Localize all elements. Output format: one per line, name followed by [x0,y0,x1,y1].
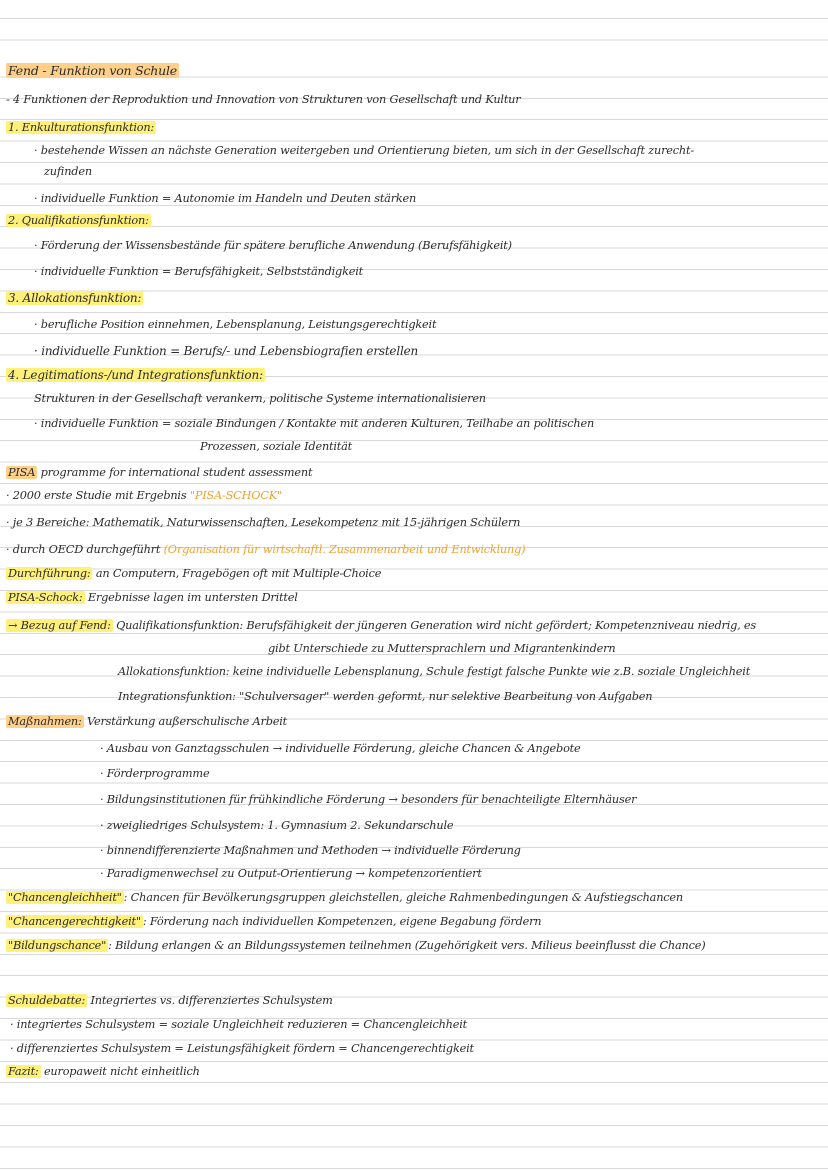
definition-chancengerechtigkeit [6,914,541,930]
heading-text: 2. Qualifikationsfunktion: [8,214,149,227]
oecd-prefix: · durch OECD durchgeführt [6,543,161,556]
definition-chancengleichheit [6,890,683,906]
schock-text: Ergebnisse lagen im untersten Drittel [87,591,298,604]
pisa-bezug-cont: gibt Unterschiede zu Muttersprachlern und Migrantenkindern [268,642,616,655]
schuldebatte-line: · integriertes Schulsystem = soziale Ungleichheit reduzieren = Chancengleichheit [10,1018,467,1031]
function-heading-enkulturation [6,120,156,136]
title-text: Fend - Funktion von Schule [8,63,178,78]
pisa-durchfuehrung-line [6,566,381,582]
function-line: · individuelle Funktion = Berufs/- und Lebensbiografien erstellen [34,344,419,358]
definition-text: : Förderung nach individuellen Kompetenzen, eigene Begabung fördern [142,915,542,928]
function-heading-legitimation [6,367,265,383]
pisa-schock-line [6,590,298,606]
function-line: · individuelle Funktion = soziale Bindungen / Kontakte mit anderen Kulturen, Teilhabe an politischen [34,417,595,430]
pisa-study-line [6,488,282,504]
massnahmen-item: · Bildungsinstitutionen für frühkindliche Förderung → besonders für benachteiligte Elternhäuser [100,793,637,806]
function-line: Strukturen in der Gesellschaft verankern, politische Systeme internationalisieren [34,392,486,405]
schuldebatte-heading [6,993,333,1009]
fazit-line [6,1064,200,1080]
pisa-bezug-allokation: Allokationsfunktion: keine individuelle Lebensplanung, Schule festigt falsche Punkte wie z.B. soziale Ungleichheit [118,665,751,678]
function-line: zufinden [44,165,92,178]
schuldebatte-line: · differenziertes Schulsystem = Leistungsfähigkeit fördern = Chancengerechtigkeit [10,1042,474,1055]
pisa-study-prefix: · 2000 erste Studie mit Ergebnis [6,489,187,502]
fazit-text: europaweit nicht einheitlich [43,1065,200,1078]
durchfuehrung-label: Durchführung: [8,567,91,580]
massnahmen-heading [6,714,287,730]
pisa-oecd-line [6,542,525,558]
pisa-bezug-integration: Integrationsfunktion: "Schulversager" werden geformt, nur selektive Bearbeitung von Aufgaben [118,690,653,703]
definition-term: "Chancengleichheit" [8,891,122,904]
function-heading-allokation [6,290,143,306]
massnahmen-item: · Paradigmenwechsel zu Output-Orientierung → kompetenzorientiert [100,867,482,880]
intro-line: - 4 Funktionen der Reproduktion und Innovation von Strukturen von Gesellschaft und Kultur [6,93,521,106]
durchfuehrung-text: an Computern, Fragebögen oft mit Multiple-Choice [95,567,382,580]
function-line: · individuelle Funktion = Berufsfähigkeit, Selbstständigkeit [34,265,363,278]
massnahmen-item: · Förderprogramme [100,767,210,780]
function-line: · bestehende Wissen an nächste Generation weitergeben und Orientierung bieten, um sich in der Gesellschaft zurecht- [34,144,694,157]
schuldebatte-label: Schuldebatte: [8,994,86,1007]
function-line: · berufliche Position einnehmen, Lebensplanung, Leistungsgerechtigkeit [34,318,437,331]
pisa-study-result: "PISA-SCHOCK" [189,489,282,502]
function-line: Prozessen, soziale Identität [200,440,352,453]
massnahmen-item: Verstärkung außerschulische Arbeit [87,715,287,728]
page-title [6,63,179,79]
definition-text: : Chancen für Bevölkerungsgruppen gleichstellen, gleiche Rahmenbedingungen & Aufstiegschancen [123,891,683,904]
oecd-note: (Organisation für wirtschaftl. Zusammenarbeit und Entwicklung) [163,543,526,556]
pisa-heading [6,465,312,481]
heading-text: 3. Allokationsfunktion: [8,291,142,305]
heading-text: 4. Legitimations-/und Integrationsfunktion: [8,368,263,382]
bezug-qualifikation: Qualifikationsfunktion: Berufsfähigkeit der jüngeren Generation wird nicht gefördert; Kompetenzniveau niedrig, es [116,619,756,632]
pisa-areas-line: · je 3 Bereiche: Mathematik, Naturwissenschaften, Lesekompetenz mit 15-jährigen Schülern [6,516,521,529]
definition-bildungschance [6,938,705,954]
function-line: · Förderung der Wissensbestände für spätere berufliche Anwendung (Berufsfähigkeit) [34,239,512,252]
bezug-label: → Bezug auf Fend: [8,619,111,632]
massnahmen-item: · Ausbau von Ganztagsschulen → individuelle Förderung, gleiche Chancen & Angebote [100,742,581,755]
function-heading-qualifikation [6,213,151,229]
schuldebatte-text: Integriertes vs. differenziertes Schulsystem [90,994,333,1007]
definition-text: : Bildung erlangen & an Bildungssystemen teilnehmen (Zugehörigkeit vers. Milieus beeinflusst die Chance) [108,939,706,952]
massnahmen-item: · zweigliedriges Schulsystem: 1. Gymnasium 2. Sekundarschule [100,819,454,832]
pisa-label: PISA [8,466,36,479]
schock-label: PISA-Schock: [8,591,83,604]
definition-term: "Chancengerechtigkeit" [8,915,141,928]
fazit-label: Fazit: [8,1065,39,1078]
massnahmen-label: Maßnahmen: [8,715,82,728]
massnahmen-item: · binnendifferenzierte Maßnahmen und Methoden → individuelle Förderung [100,844,521,857]
function-line: · individuelle Funktion = Autonomie im Handeln und Deuten stärken [34,192,417,205]
heading-text: 1. Enkulturationsfunktion: [8,121,155,134]
pisa-expansion: programme for international student assessment [40,466,313,479]
pisa-bezug-line [6,618,756,634]
definition-term: "Bildungschance" [8,939,107,952]
